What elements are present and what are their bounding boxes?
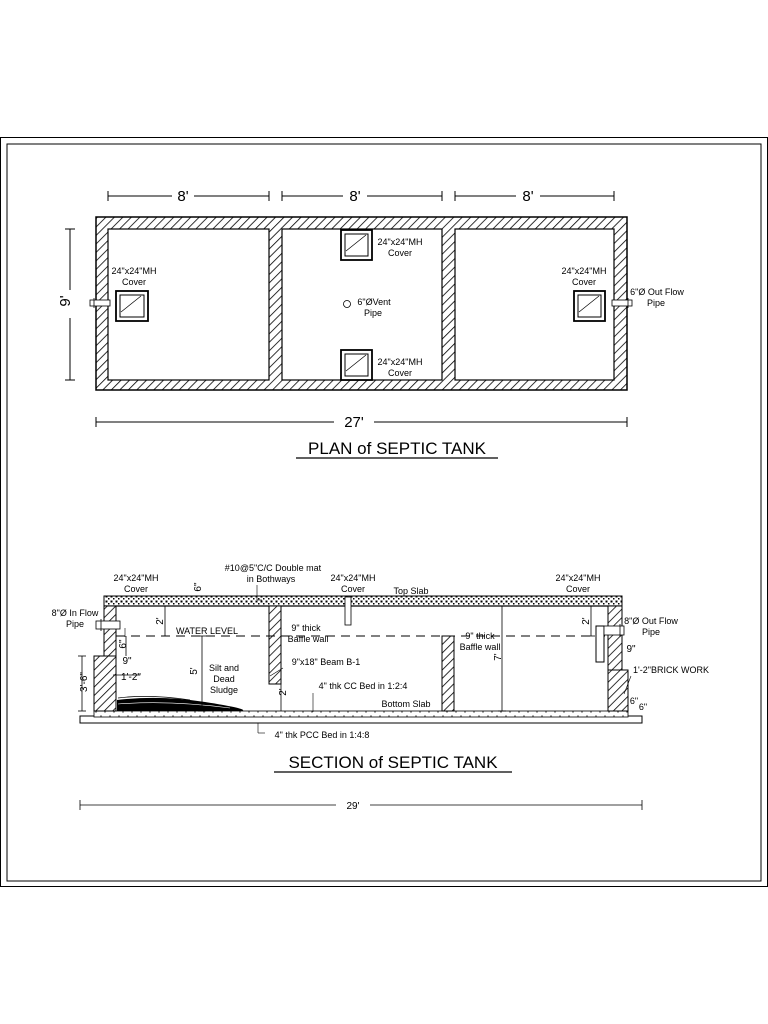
plan-manhole-cover-right [574,291,605,321]
section-outflow-label-1: 8"Ø Out Flow [624,616,678,626]
section-vent-pipe [345,597,351,625]
section-left-wall-upper [104,606,116,656]
section-dim-sludge-depth: 5' [189,667,200,675]
plan-dim-width: 9' [57,295,74,307]
section-view [52,563,709,812]
section-reinforcement-label-2: in Bothways [246,574,296,584]
section-slab-thickness: 6" [193,582,204,592]
section-mh-right-label-1: 24"x24"MH [555,573,601,583]
section-mh-left-label-2: Cover [123,584,149,594]
plan-mh-mid-top-label-2: Cover [387,248,413,258]
section-top-slab [104,596,622,606]
section-dimension-total [80,800,642,810]
section-sludge-label-3: Sludge [209,685,239,695]
section-mh-mid-label-1: 24"x24"MH [330,573,376,583]
section-top-slab-label: Top Slab [393,586,429,596]
section-dim-inlet-gap: 6" [118,639,129,649]
plan-dim-chamber-2: 8' [349,188,361,205]
section-baffle-1-label-1: 9" thick [291,623,321,633]
plan-mh-right-label-1: 24"x24"MH [561,266,607,276]
section-dim-depth-right: 7' [493,653,504,661]
plan-view [57,188,684,458]
plan-vent-label-1: 6"ØVent [357,297,391,307]
section-outflow-label-2: Pipe [641,627,661,637]
section-title: SECTION of SEPTIC TANK [288,753,498,772]
section-water-level-label: WATER LEVEL [175,626,239,636]
section-left-wall-lower [94,656,116,711]
section-baffle-wall-2 [442,636,454,711]
section-dim-outlet-drop: 9" [626,644,636,655]
section-beam-label: 9"x18" Beam B-1 [291,657,361,667]
section-inflow-label-1: 8"Ø In Flow [51,608,99,618]
plan-title: PLAN of SEPTIC TANK [308,439,486,458]
plan-dim-chamber-3: 8' [522,188,534,205]
section-baffle-2-label-2: Baffle wall [459,642,501,652]
section-freeboard-left: 2' [155,617,166,625]
section-baffle-1-label-2: Baffle wall [287,634,329,644]
section-bottom-slab-label: Bottom Slab [381,699,431,709]
plan-mh-left-label-2: Cover [121,277,147,287]
plan-vent-label-2: Pipe [363,308,383,318]
section-dim-wall-6a: 6" [629,696,639,706]
section-dim-outer-height: 3'-6" [79,672,90,692]
plan-outflow-label-2: Pipe [646,298,666,308]
section-cc-bed-label: 4" thk CC Bed in 1:2:4 [318,681,408,691]
plan-mh-left-label-1: 24"x24"MH [111,266,157,276]
plan-manhole-cover-mid-top [341,230,372,260]
plan-manhole-cover-left [116,291,148,321]
section-dim-inlet-drop: 9" [122,656,132,667]
section-dim-baffle-gap: 2' [278,688,289,696]
plan-dim-total: 27' [344,414,364,431]
section-sludge-label-1: Silt and [208,663,240,673]
section-mh-left-label-1: 24"x24"MH [113,573,159,583]
section-right-wall-upper [608,606,622,670]
section-reinforcement-label-1: #10@5"C/C Double mat [224,563,322,573]
section-mh-mid-label-2: Cover [340,584,366,594]
section-freeboard-right: 2' [581,617,592,625]
section-dim-wall-6b: 6" [638,702,648,712]
plan-dim-chamber-1: 8' [177,188,189,205]
section-sludge [117,696,243,711]
section-dim-step: 1'-2" [121,672,141,683]
plan-mh-mid-bottom-label-1: 24"x24"MH [377,357,423,367]
section-mh-right-label-2: Cover [565,584,591,594]
section-baffle-wall-1 [269,606,281,684]
section-dim-total: 29' [346,801,360,812]
plan-mh-mid-top-label-1: 24"x24"MH [377,237,423,247]
section-baffle-2-label-1: 9" thick [465,631,495,641]
plan-mh-mid-bottom-label-2: Cover [387,368,413,378]
plan-mh-right-label-2: Cover [571,277,597,287]
section-inflow-label-2: Pipe [65,619,85,629]
plan-manhole-cover-mid-bottom [341,350,372,380]
plan-outflow-label-1: 6"Ø Out Flow [630,287,684,297]
section-pcc-bed-label: 4" thk PCC Bed in 1:4:8 [274,730,370,740]
section-sludge-label-2: Dead [213,674,235,684]
section-right-wall-lower [608,670,628,711]
section-brick-work-label: 1'-2"BRICK WORK [633,665,709,675]
section-bottom-slab [94,711,628,717]
